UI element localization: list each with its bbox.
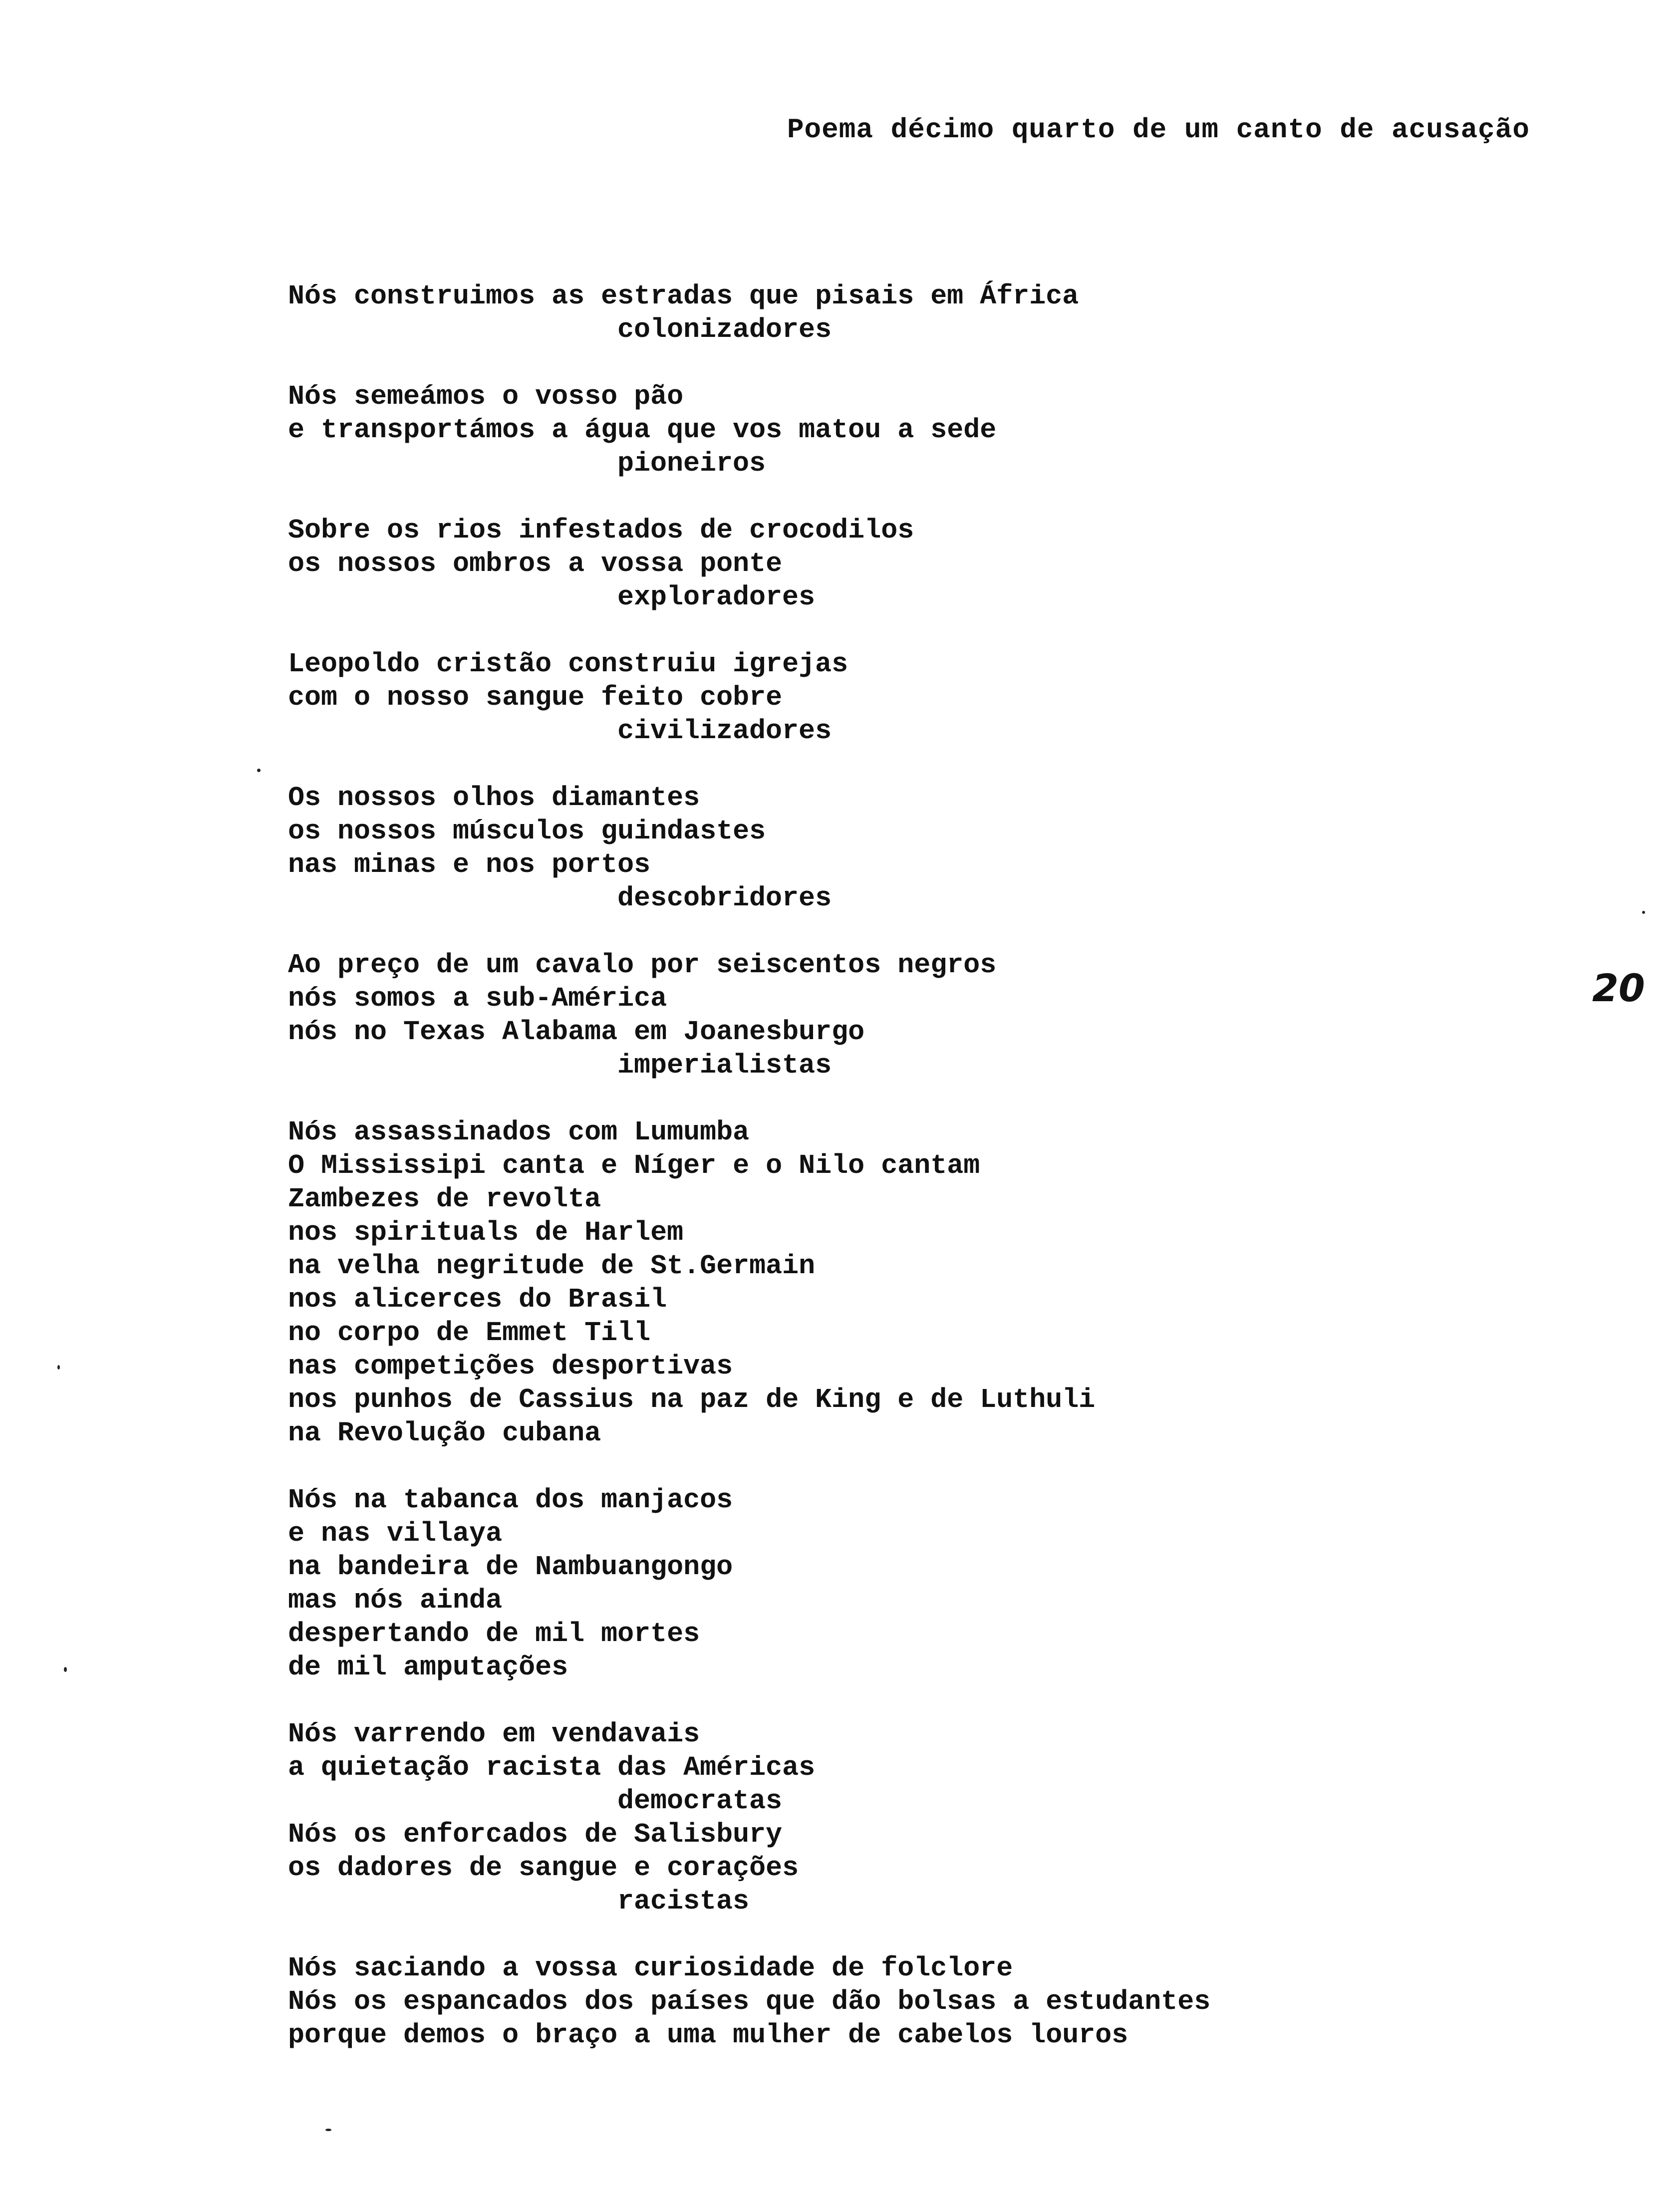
stanza bbox=[288, 1483, 1436, 1684]
poem-line: Ao preço de um cavalo por seiscentos negros bbox=[288, 949, 997, 981]
poem-line: Zambezes de revolta bbox=[288, 1183, 601, 1215]
poem-line: no corpo de Emmet Till bbox=[288, 1317, 651, 1349]
poem-line: Nós na tabanca dos manjacos bbox=[288, 1484, 733, 1516]
poem-line: nos punhos de Cassius na paz de King e de Luthuli bbox=[288, 1384, 1096, 1415]
poem-line: Nós semeámos o vosso pão bbox=[288, 381, 684, 412]
stanza-attribution: pioneiros bbox=[617, 448, 766, 479]
stanza bbox=[288, 514, 1436, 614]
stanza bbox=[288, 781, 1436, 915]
poem-line: na bandeira de Nambuangongo bbox=[288, 1551, 733, 1583]
poem-line: Nós saciando a vossa curiosidade de folclore bbox=[288, 1952, 1013, 1984]
paper-speck bbox=[325, 2129, 331, 2131]
stanza-attribution: democratas bbox=[617, 1785, 783, 1817]
poem-line: nos alicerces do Brasil bbox=[288, 1284, 667, 1315]
poem-line: Nós construimos as estradas que pisais em África bbox=[288, 280, 1079, 312]
stanza-attribution: civilizadores bbox=[617, 715, 832, 747]
poem-line: despertando de mil mortes bbox=[288, 1618, 700, 1650]
stanza bbox=[288, 647, 1436, 748]
poem-line: e transportámos a água que vos matou a sede bbox=[288, 414, 997, 446]
paper-speck bbox=[257, 769, 261, 772]
poem-line: O Mississipi canta e Níger e o Nilo cantam bbox=[288, 1150, 980, 1181]
stanza-attribution: racistas bbox=[617, 1886, 750, 1917]
paper-speck bbox=[57, 1365, 60, 1370]
poem-line: mas nós ainda bbox=[288, 1585, 503, 1616]
poem-line: na velha negritude de St.Germain bbox=[288, 1250, 816, 1282]
stanza bbox=[288, 1818, 1436, 1918]
poem-line: Nós os espancados dos países que dão bolsas a estudantes bbox=[288, 1986, 1211, 2017]
poem-line: Sobre os rios infestados de crocodilos bbox=[288, 515, 914, 546]
stanza-attribution: exploradores bbox=[617, 581, 816, 613]
stanza bbox=[288, 1951, 1436, 2052]
poem-line: os nossos ombros a vossa ponte bbox=[288, 548, 783, 579]
poem-line: Os nossos olhos diamantes bbox=[288, 782, 700, 814]
poem-line: na Revolução cubana bbox=[288, 1417, 601, 1449]
poem-line: a quietação racista das Américas bbox=[288, 1752, 816, 1783]
poem-line: nos spirituals de Harlem bbox=[288, 1217, 684, 1248]
poem-line: Nós os enforcados de Salisbury bbox=[288, 1819, 783, 1850]
poem-line: os dadores de sangue e corações bbox=[288, 1852, 799, 1884]
poem-body bbox=[288, 279, 1436, 2085]
poem-line: nas minas e nos portos bbox=[288, 849, 651, 880]
stanza-attribution: imperialistas bbox=[617, 1050, 832, 1081]
stanza bbox=[288, 1115, 1436, 1450]
poem-line: de mil amputações bbox=[288, 1652, 568, 1683]
paper-speck bbox=[1642, 911, 1645, 914]
poem-line: Nós assassinados com Lumumba bbox=[288, 1116, 750, 1148]
poem-line: Nós varrendo em vendavais bbox=[288, 1718, 700, 1750]
paper-speck bbox=[64, 1667, 67, 1672]
stanza bbox=[288, 279, 1436, 346]
poem-line: nas competições desportivas bbox=[288, 1351, 733, 1382]
poem-line: nós no Texas Alabama em Joanesburgo bbox=[288, 1016, 865, 1048]
stanza bbox=[288, 948, 1436, 1082]
poem-line: nós somos a sub-América bbox=[288, 983, 667, 1014]
poem-line: e nas villaya bbox=[288, 1518, 503, 1549]
stanza-attribution: colonizadores bbox=[617, 314, 832, 345]
poem-line: com o nosso sangue feito cobre bbox=[288, 682, 783, 713]
poem-line: os nossos músculos guindastes bbox=[288, 816, 766, 847]
poem-line: porque demos o braço a uma mulher de cabelos louros bbox=[288, 2019, 1128, 2051]
stanza-attribution: descobridores bbox=[617, 882, 832, 914]
poem-line: Leopoldo cristão construiu igrejas bbox=[288, 648, 848, 680]
stanza bbox=[288, 380, 1436, 480]
poem-title: Poema décimo quarto de um canto de acusação bbox=[787, 114, 1530, 146]
stanza bbox=[288, 1717, 1436, 1818]
page-number: 20 bbox=[1592, 966, 1645, 1010]
